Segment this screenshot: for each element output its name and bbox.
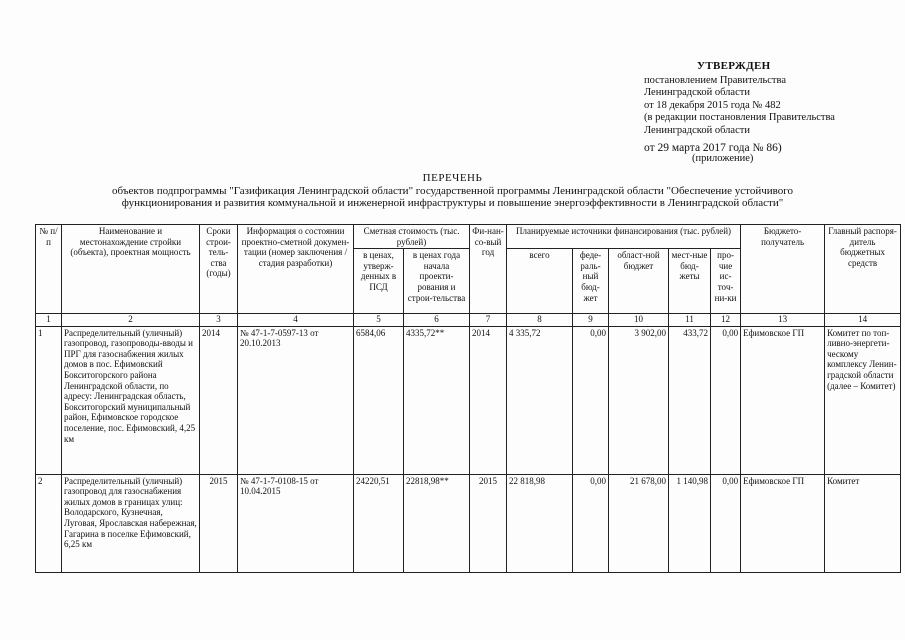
- col-number: 11: [669, 314, 711, 327]
- col-number: 5: [354, 314, 404, 327]
- row-other: 0,00: [711, 326, 741, 474]
- row-years: 2014: [200, 326, 238, 474]
- col-number: 10: [609, 314, 669, 327]
- col-number: 2: [62, 314, 200, 327]
- row-years: 2015: [200, 474, 238, 572]
- header-manager: Главный распоря-дитель бюджетных средств: [825, 225, 901, 314]
- header-psd: Информация о состоянии проектно-сметной докумен-тации (номер заключения / стадия разработки): [238, 225, 354, 314]
- header-local: мест-ные бюд-жеты: [669, 249, 711, 314]
- row-name: Распределительный (уличный) газопровод, газопроводы-вводы и ПРГ для газоснабжения жилых домов в пос. Ефимовский Бокситогорского района Ленинградской области, по адресу: Ленинградская область, Бокситогорский муниципальный район, Ефимовское городское поселение, пос. Ефимовский, 4,25 км: [62, 326, 200, 474]
- row-total: 4 335,72: [507, 326, 573, 474]
- row-num: 1: [36, 326, 62, 474]
- row-fin-year: 2014: [470, 326, 507, 474]
- header-cost-psd: в ценах, утверж-денных в ПСД: [354, 249, 404, 314]
- col-number: 8: [507, 314, 573, 327]
- col-number: 1: [36, 314, 62, 327]
- row-cost-psd: 24220,51: [354, 474, 404, 572]
- row-manager: Комитет по топ-ливно-энергети-ческому комплексу Ленин-градской области (далее – Комитет): [825, 326, 901, 474]
- row-name: Распределительный (уличный) газопровод для газоснабжения жилых домов в границах улиц: Володарского, Кузнечная, Луговая, Ярославская набережная, Гагарина в поселке Ефимовский, 6,25 км: [62, 474, 200, 572]
- column-number-row: [36, 314, 901, 327]
- approval-line-5: Ленинградской области: [644, 124, 750, 136]
- row-regional: 3 902,00: [609, 326, 669, 474]
- row-recipient: Ефимовское ГП: [741, 474, 825, 572]
- row-local: 1 140,98: [669, 474, 711, 572]
- row-other: 0,00: [711, 474, 741, 572]
- approval-line-3: от 18 декабря 2015 года № 482: [644, 99, 781, 111]
- approval-line-4: (в редакции постановления Правительства: [644, 112, 835, 124]
- approved-label: УТВЕРЖДЕН: [697, 60, 771, 72]
- title-heading: ПЕРЕЧЕНЬ: [422, 172, 483, 184]
- header-row-1: [36, 225, 901, 249]
- document-title: [0, 172, 905, 210]
- row-regional: 21 678,00: [609, 474, 669, 572]
- header-federal: феде-раль-ный бюд-жет: [573, 249, 609, 314]
- row-cost-start: 4335,72**: [404, 326, 470, 474]
- row-num: 2: [36, 474, 62, 572]
- row-federal: 0,00: [573, 326, 609, 474]
- col-number: 3: [200, 314, 238, 327]
- row-manager: Комитет: [825, 474, 901, 572]
- row-federal: 0,00: [573, 474, 609, 572]
- row-fin-year: 2015: [470, 474, 507, 572]
- row-psd: № 47-1-7-0597-13 от 20.10.2013: [238, 326, 354, 474]
- row-cost-psd: 6584,06: [354, 326, 404, 474]
- approval-amendment-date: от 29 марта 2017 года № 86): [644, 141, 782, 154]
- col-number: 14: [825, 314, 901, 327]
- col-number: 4: [238, 314, 354, 327]
- header-regional: област-ной бюджет: [609, 249, 669, 314]
- header-cost-start: в ценах года начала проекти-рования и строи-тельства: [404, 249, 470, 314]
- header-recipient: Бюджето-получатель: [741, 225, 825, 314]
- row-local: 433,72: [669, 326, 711, 474]
- col-number: 9: [573, 314, 609, 327]
- approval-stamp: [644, 60, 899, 163]
- col-number: 12: [711, 314, 741, 327]
- table-row: [36, 326, 901, 474]
- header-fin-year: Фи-нан-со-вый год: [470, 225, 507, 314]
- row-psd: № 47-1-7-0108-15 от 10.04.2015: [238, 474, 354, 572]
- header-years: Сроки строи-тель-ства (годы): [200, 225, 238, 314]
- col-number: 6: [404, 314, 470, 327]
- row-cost-start: 22818,98**: [404, 474, 470, 572]
- header-cost: Сметная стоимость (тыс. рублей): [354, 225, 470, 249]
- header-name: Наименование и местонахождение стройки (объекта), проектная мощность: [62, 225, 200, 314]
- header-num: № п/п: [36, 225, 62, 314]
- col-number: 7: [470, 314, 507, 327]
- row-recipient: Ефимовское ГП: [741, 326, 825, 474]
- col-number: 13: [741, 314, 825, 327]
- header-sources: Планируемые источники финансирования (тыс. рублей): [507, 225, 741, 249]
- row-total: 22 818,98: [507, 474, 573, 572]
- title-subtitle: объектов подпрограммы "Газификация Ленинградской области" государственной программы Ленинградской области "Обеспечение устойчивого функционирования и развития коммунальной и инженерной инфраструктуры и повышение энергоэффективности в Ленинградской области": [112, 184, 793, 209]
- header-other: про-чие ис-точ-ни-ки: [711, 249, 741, 314]
- appendix-label: (приложение): [692, 153, 754, 165]
- approval-line-1: постановлением Правительства: [644, 74, 787, 86]
- header-total: всего: [507, 249, 573, 314]
- objects-table: [35, 224, 901, 573]
- approval-line-2: Ленинградской области: [644, 87, 750, 99]
- table-row: [36, 474, 901, 572]
